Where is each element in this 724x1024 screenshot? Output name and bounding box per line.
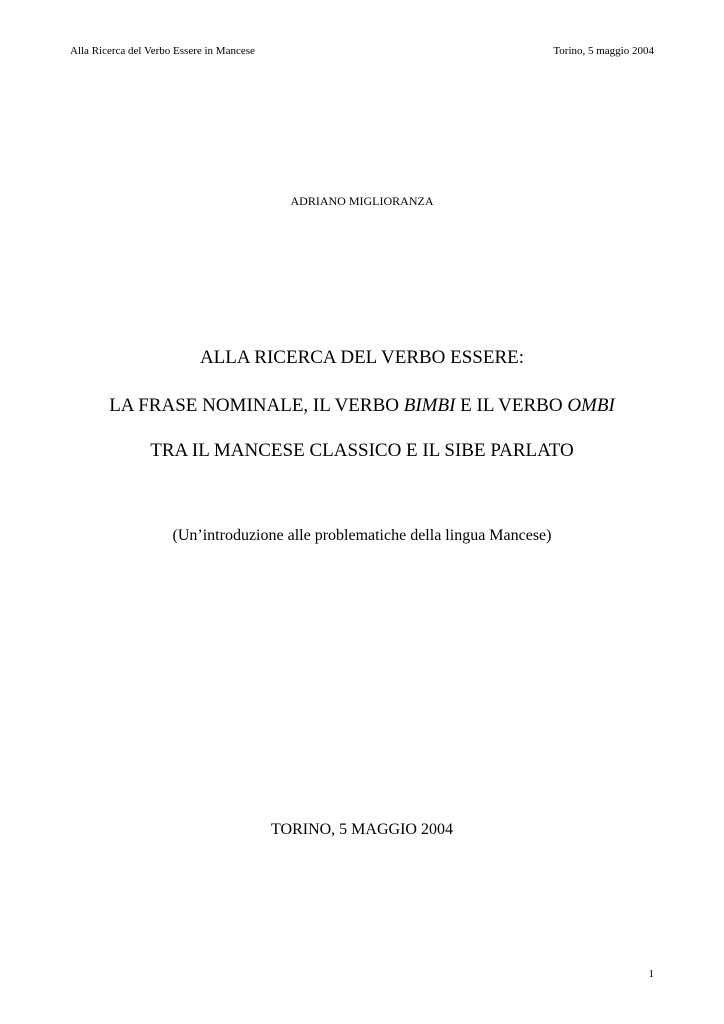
title-line-2 [0,394,724,418]
author-name: ADRIANO MIGLIORANZA [290,194,434,208]
title-italic-ombi: OMBI [567,395,615,416]
subtitle: (Un’introduzione alle problematiche della lingua Mancese) [172,527,552,544]
title-line-2-mid: E IL VERBO [455,395,568,416]
title-line-1: ALLA RICERCA DEL VERBO ESSERE: [199,347,525,368]
title-italic-bimbi: BIMBI [403,395,456,416]
title-line-2-prefix: LA FRASE NOMINALE, IL VERBO [109,395,404,416]
title-line-3: TRA IL MANCESE CLASSICO E IL SIBE PARLATO [150,440,574,461]
place-date-line: TORINO, 5 MAGGIO 2004 [271,821,453,838]
header-running-title: Alla Ricerca del Verbo Essere in Mancese [70,45,255,57]
header-date: Torino, 5 maggio 2004 [553,45,654,57]
page-number: 1 [648,968,654,980]
